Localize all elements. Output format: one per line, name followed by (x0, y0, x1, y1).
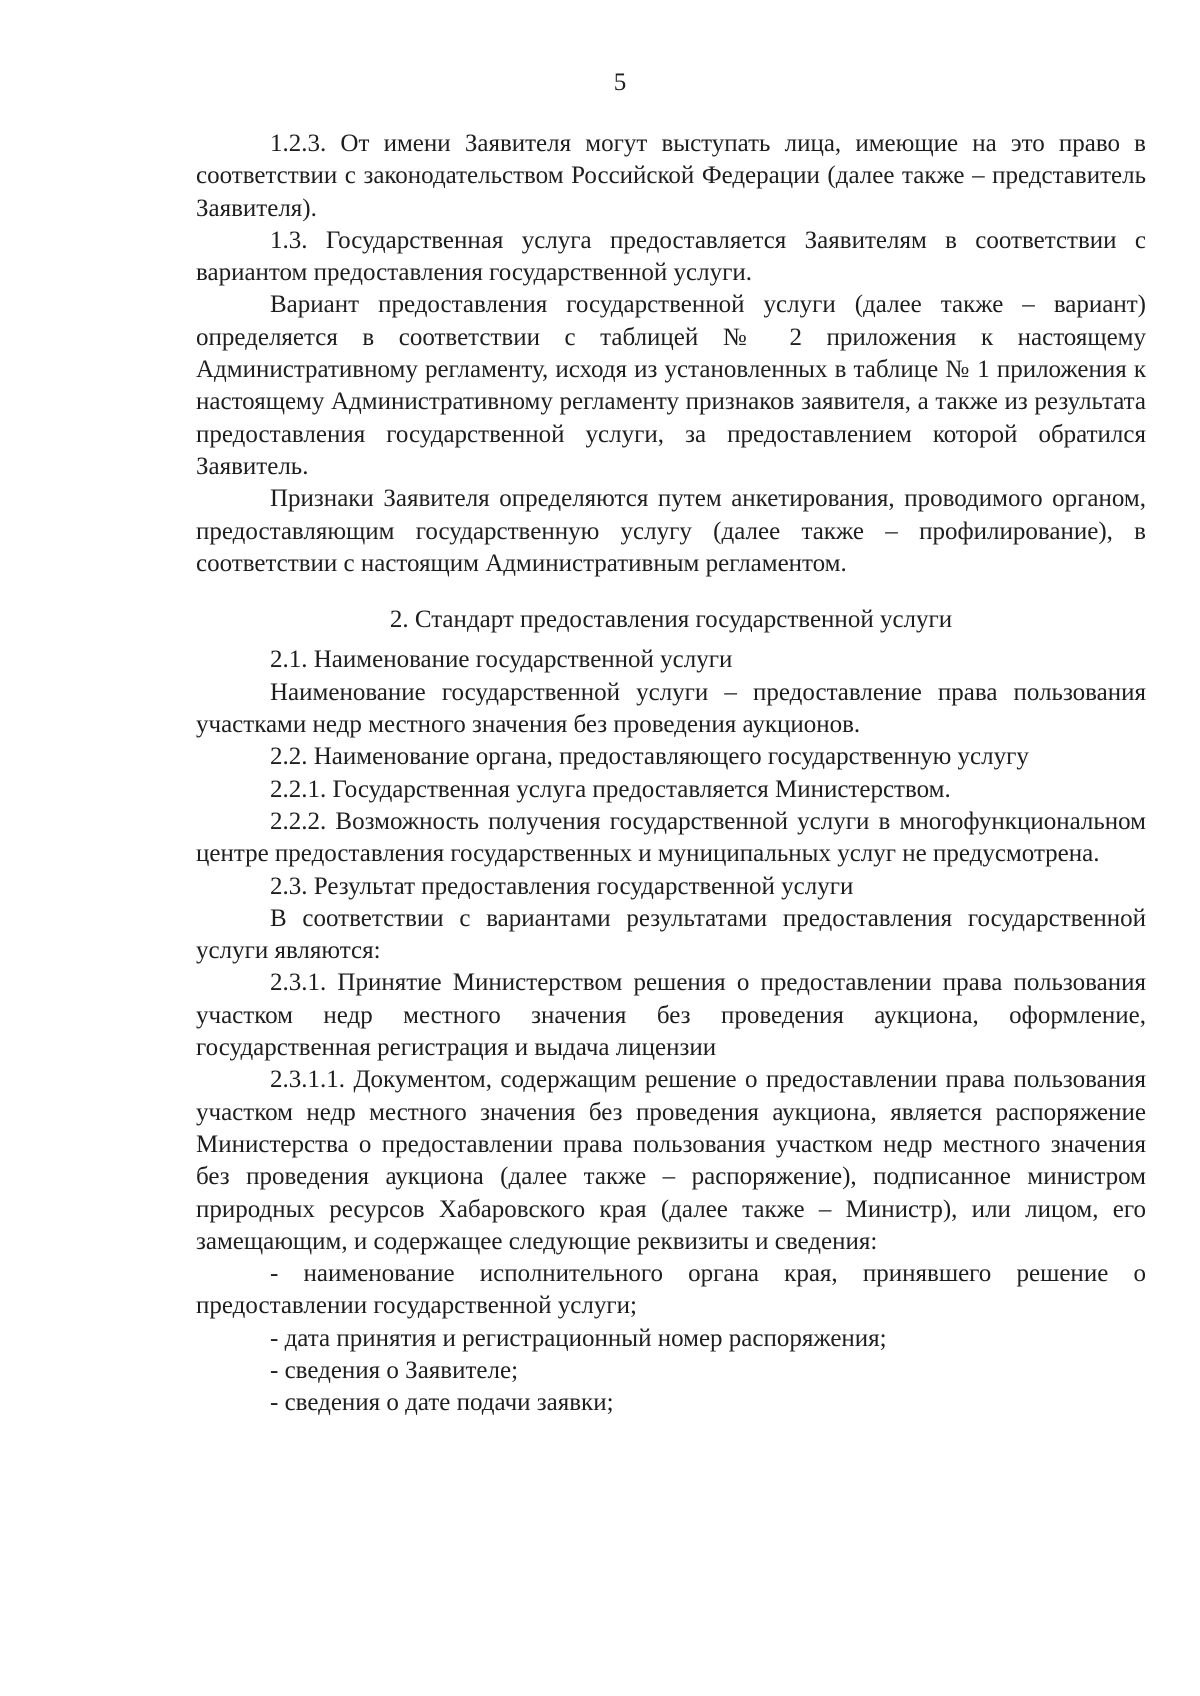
document-body (196, 128, 1146, 1420)
paragraph-applicant-features: Признаки Заявителя определяются путем анкетирования, проводимого органом, предоставляющим государственную услугу (далее также – профилирование), в соответствии с настоящим Административным регламентом. (196, 485, 1146, 577)
paragraph-2-2-2: 2.2.2. Возможность получения государственной услуги в многофункциональном центре предоставления государственных и муниципальных услуг не предусмотрена. (196, 807, 1146, 868)
paragraph-service-name: Наименование государственной услуги – предоставление права пользования участками недр местного значения без проведения аукционов. (196, 678, 1146, 739)
list-item-date-number: - дата принятия и регистрационный номер распоряжения; (270, 1324, 887, 1352)
paragraph-1-2-3: 1.2.3. От имени Заявителя могут выступать лица, имеющие на это право в соответствии с законодательством Российской Федерации (далее также – представитель Заявителя). (196, 130, 1146, 222)
list-item-applicant-info: - сведения о Заявителе; (270, 1356, 519, 1384)
list-item-application-date: - сведения о дате подачи заявки; (270, 1389, 614, 1417)
paragraph-2-2-1: 2.2.1. Государственная услуга предоставляется Министерством. (270, 775, 951, 803)
subheading-2-1: 2.1. Наименование государственной услуги (270, 646, 733, 674)
paragraph-2-3-1-1: 2.3.1.1. Документом, содержащим решение о предоставлении права пользования участком недр местного значения без проведения аукциона, является распоряжение Министерства о предоставлении права пользования участком недр местного значения без проведения аукциона (далее также – распоряжение), подписанное министром природных ресурсов Хабаровского края (далее также – Министр), или лицом, его замещающим, и содержащее следующие реквизиты и сведения: (196, 1066, 1146, 1255)
section-heading-2: 2. Стандарт предоставления государственной услуги (389, 606, 953, 634)
paragraph-2-3-1: 2.3.1. Принятие Министерством решения о предоставлении права пользования участком недр местного значения без проведения аукциона, оформление, государственная регистрация и выдача лицензии (196, 969, 1146, 1062)
subheading-2-3: 2.3. Результат предоставления государственной услуги (270, 872, 854, 900)
paragraph-variant: Вариант предоставления государственной услуги (далее также – вариант) определяется в соответствии с таблицей № 2 приложения к настоящему Административному регламенту, исходя из установленных в таблице № 1 приложения к настоящему Административному регламенту признаков заявителя, а также из результата предоставления государственной услуги, за предоставлением которой обратился Заявитель. (196, 291, 1146, 480)
subheading-2-2: 2.2. Наименование органа, предоставляющего государственную услугу (270, 743, 1029, 771)
list-item-organ-name: - наименование исполнительного органа края, принявшего решение о предоставлении государственной услуги; (196, 1260, 1146, 1320)
paragraph-results-intro: В соответствии с вариантами результатами предоставления государственной услуги являются: (196, 904, 1146, 965)
paragraph-1-3: 1.3. Государственная услуга предоставляется Заявителям в соответствии с вариантом предоставления государственной услуги. (196, 226, 1146, 287)
page-number: 5 (613, 69, 627, 96)
